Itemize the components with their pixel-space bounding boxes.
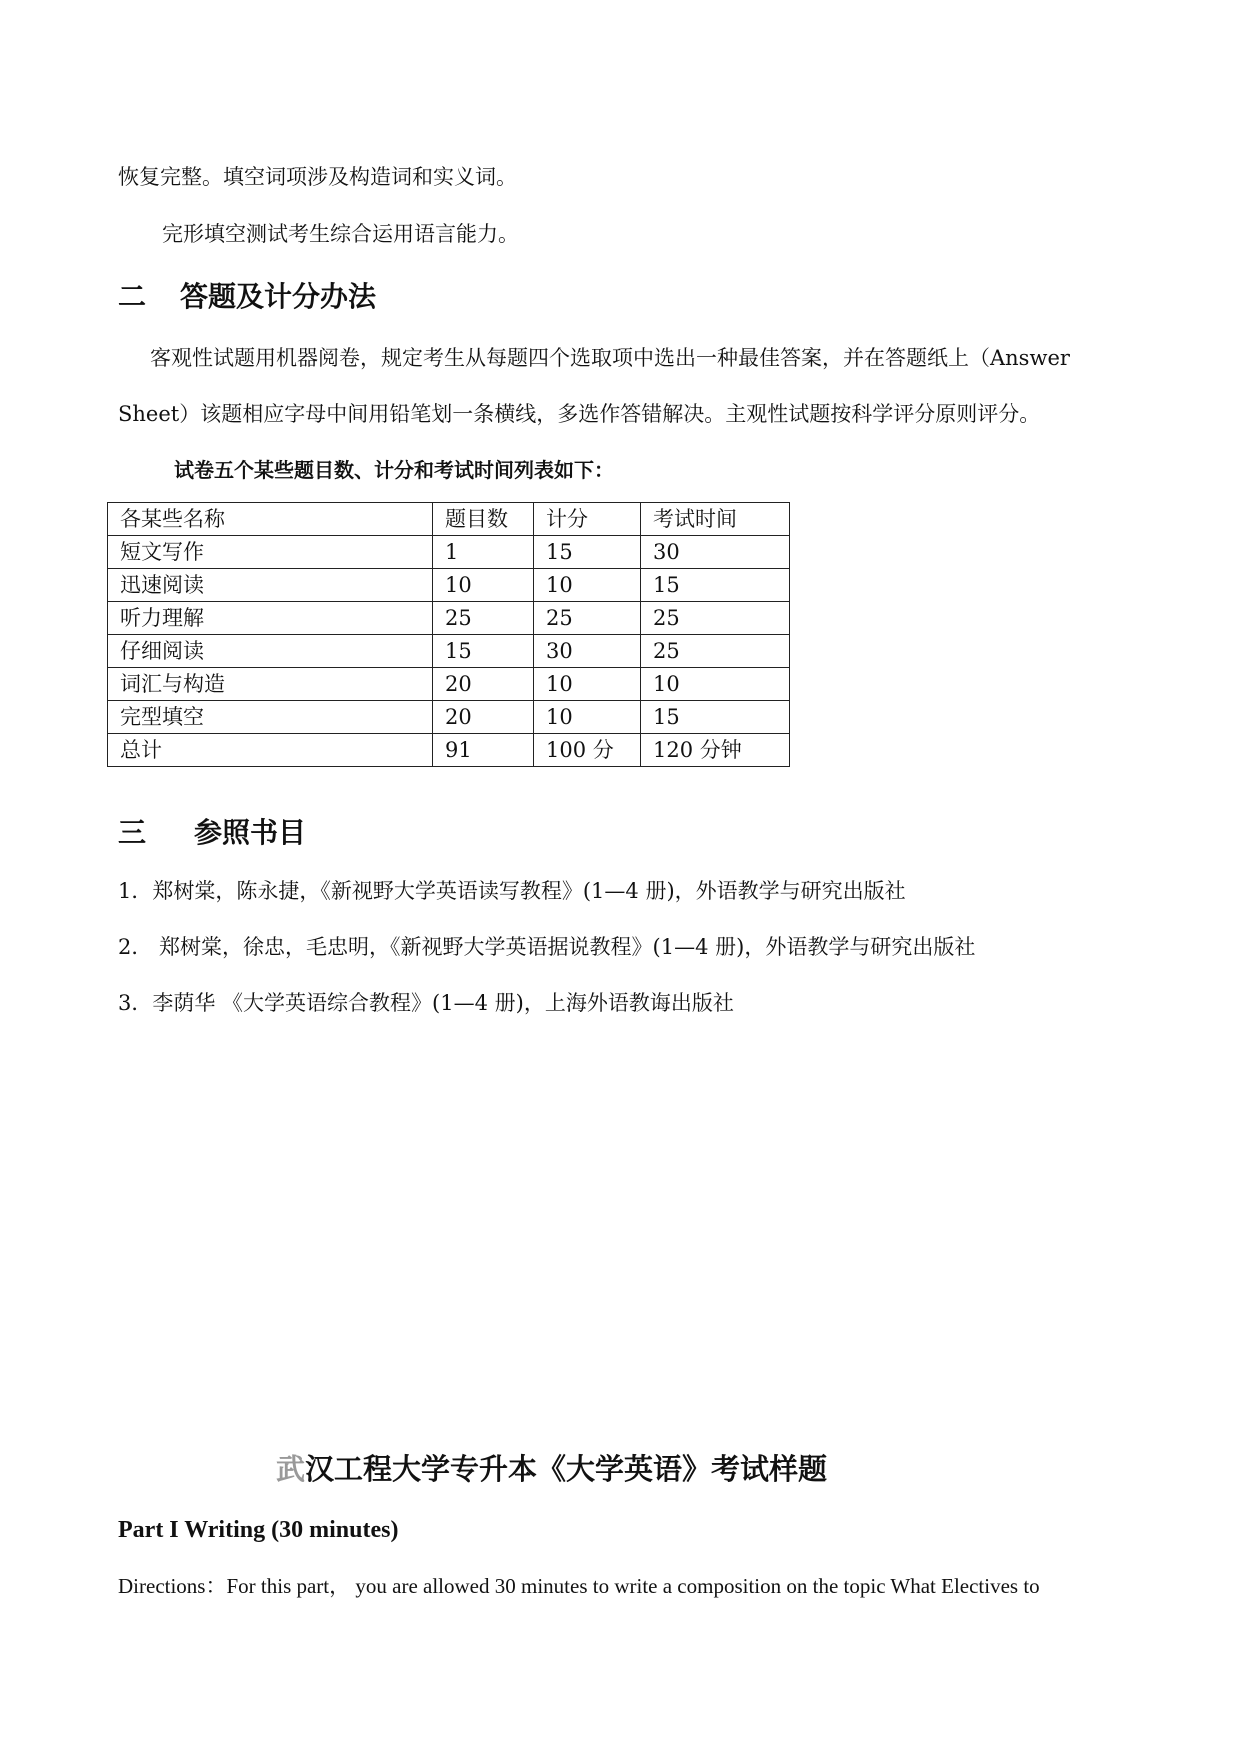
table-header-cell: 各某些名称 [108, 503, 433, 536]
table-cell: 30 [534, 635, 641, 668]
section-3-heading [118, 816, 306, 850]
section-2-title: 答题及计分办法 [180, 280, 377, 313]
table-cell: 迅速阅读 [108, 569, 433, 602]
table-row [108, 602, 790, 635]
table-header-cell: 计分 [534, 503, 641, 536]
table-cell: 短文写作 [108, 536, 433, 569]
score-table [107, 502, 790, 767]
section-2-para-line-1: 客观性试题用机器阅卷，规定考生从每题四个选取项中选出一种最佳答案，并在答题纸上（Answer [150, 346, 1070, 370]
reference-item: 1．郑树棠，陈永捷，《新视野大学英语读写教程》(1—4 册)，外语教学与研究出版社 [118, 879, 906, 903]
table-header-cell: 考试时间 [641, 503, 790, 536]
table-cell: 25 [534, 602, 641, 635]
table-row [108, 701, 790, 734]
table-cell: 听力理解 [108, 602, 433, 635]
table-row [108, 635, 790, 668]
reference-item: 2． 郑树棠，徐忠，毛忠明，《新视野大学英语据说教程》(1—4 册)，外语教学与研究出版社 [118, 935, 976, 959]
table-row [108, 734, 790, 767]
table-cell: 10 [534, 668, 641, 701]
table-cell: 10 [433, 569, 534, 602]
directions-text: Directions：For this part， you are allowed 30 minutes to write a composition on the topic What Electives to [118, 1574, 1040, 1598]
table-cell: 15 [534, 536, 641, 569]
table-cell: 15 [433, 635, 534, 668]
part-heading: Part I Writing (30 minutes) [118, 1517, 399, 1543]
table-cell: 25 [433, 602, 534, 635]
intro-line-1: 恢复完整。填空词项涉及构造词和实义词。 [118, 165, 517, 189]
table-header-row [108, 503, 790, 536]
table-row [108, 536, 790, 569]
sample-exam-title [276, 1450, 827, 1488]
table-cell: 10 [534, 701, 641, 734]
table-cell: 总计 [108, 734, 433, 767]
table-cell: 词汇与构造 [108, 668, 433, 701]
table-row [108, 668, 790, 701]
table-cell: 1 [433, 536, 534, 569]
table-cell: 25 [641, 635, 790, 668]
table-cell: 100 分 [534, 734, 641, 767]
title-first-char: 武 [276, 1452, 306, 1486]
table-cell: 10 [641, 668, 790, 701]
section-2-heading [118, 280, 376, 314]
title-rest: 汉工程大学专升本《大学英语》考试样题 [305, 1452, 828, 1486]
table-cell: 91 [433, 734, 534, 767]
table-cell: 仔细阅读 [108, 635, 433, 668]
reference-item: 3．李荫华 《大学英语综合教程》(1—4 册)，上海外语教诲出版社 [118, 991, 734, 1015]
table-cell: 15 [641, 569, 790, 602]
table-cell: 120 分钟 [641, 734, 790, 767]
table-cell: 25 [641, 602, 790, 635]
section-2-para-line-2: Sheet）该题相应字母中间用铅笔划一条横线，多选作答错解决。主观性试题按科学评分原则评分。 [118, 402, 1041, 426]
table-cell: 20 [433, 701, 534, 734]
table-header-cell: 题目数 [433, 503, 534, 536]
section-3-title: 参照书目 [194, 816, 307, 849]
section-2-number: 二 [118, 280, 147, 313]
table-cell: 20 [433, 668, 534, 701]
section-3-number: 三 [118, 816, 147, 849]
table-cell: 10 [534, 569, 641, 602]
table-cell: 15 [641, 701, 790, 734]
table-cell: 完型填空 [108, 701, 433, 734]
table-cell: 30 [641, 536, 790, 569]
table-caption: 试卷五个某些题目数、计分和考试时间列表如下： [174, 458, 614, 482]
intro-line-2: 完形填空测试考生综合运用语言能力。 [162, 222, 519, 246]
table-row [108, 569, 790, 602]
